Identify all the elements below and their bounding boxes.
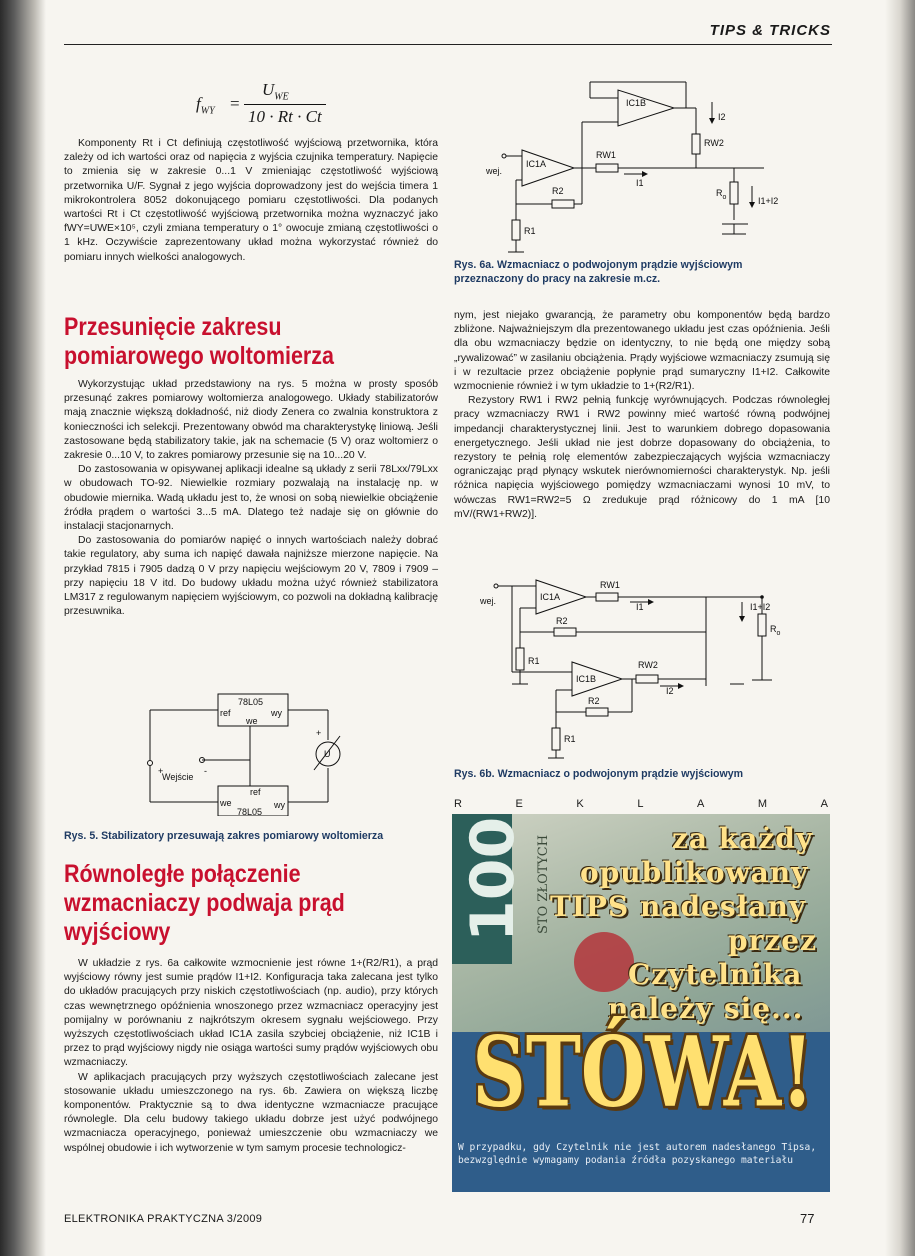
intro-paragraph [64, 137, 438, 265]
section-header: TIPS & TRICKS [709, 22, 831, 39]
formula-num-sub: WE [274, 91, 289, 103]
column2-paragraph: Rezystory RW1 i RW2 pełnią funkcję wyrównujących. Podczas równoległej pracy wzmacniaczy RW1 i RW2 powinny mieć wartość równą podwójnej impedancji charakterystycznej linii. Jest to warunkiem dobrego dopasowania energetycznego. Jeśli układ nie jest dobrze dopasowany do obciążenia, to rezystory te pełnią rolę elementów zabezpieczających wyjścia wzmacniaczy ograniczając prąd płynący wskutek nierównomierności charakterystyk. Np. jeśli różnica napięcia wyjściowego pomiędzy wzmacniaczami wynosi 10 mV, to wówczas RW1=RW2=5 Ω zredukuje prąd różnicowy do 1 mA [10 mV/(RW1+RW2)]. [454, 395, 830, 520]
fig6b-i2: I2 [666, 686, 674, 696]
formula-lhs: $f_{WY}$ [196, 94, 215, 117]
section2-paragraph: W aplikacjach pracujących przy wyższych częstotliwościach zalecane jest stosowanie układu umieszczonego na rys. 6b. Zawiera on większą liczbę komponentów. Praktycznie są to dwa identyczne wzmacniacze pracujące równolegle. Dla celu budowy takiego układu dobrze jest użyć podwójnego wzmacniacza operacyjnego, ponieważ umieszczenie obu wzmacniaczy we wspólnej obudowie i ich wytworzenie w tym samym procesie technologicz- [64, 1071, 438, 1154]
figure6a-caption-line1: Rys. 6a. Wzmacniacz o podwojonym prądzie wyjściowym [454, 259, 743, 271]
ad-label-letter: A [697, 798, 705, 810]
fig6a-rw1: RW1 [596, 150, 616, 160]
column2-paragraph: nym, jest niejako gwarancją, że parametry obu komponentów będą bardzo zbliżone. Najważniejszym dla prezentowanego układu jest czas opóźnienia. Jeśli dla obu wzmacniaczy będzie on identyczny, to nie będą one między sobą „rywalizować” w zasilaniu obciążenia. Prądy wyjściowe wzmacniaczy zsumują się i w rezultacie przez obciążenie popłynie prąd sumaryczny I1+I2. Całkowite wzmocnienie również i w tym układzie to 1+(R2/R1). [454, 310, 830, 393]
fig6b-r1-bottom: R1 [564, 734, 576, 744]
ad-line6: należy się... [608, 992, 804, 1025]
figure6a-caption [454, 258, 834, 286]
page-edge-shadow [885, 0, 915, 1256]
ad-label-letter: E [515, 798, 523, 810]
figure5-schematic [140, 688, 350, 816]
fig5-meter-label: U [324, 749, 331, 759]
section1-title-line1: Przesunięcie zakresu [64, 313, 282, 341]
advertisement [452, 814, 830, 1192]
fig6b-r2-top: R2 [556, 616, 568, 626]
ad-line2: opublikowany [580, 856, 809, 889]
figure6a-caption-line2: przeznaczony do pracy na zakresie m.cz. [454, 273, 661, 285]
ad-label-letter: R [454, 798, 462, 810]
fig6b-ic1b: IC1B [576, 674, 597, 684]
fig6a-ic1b: IC1B [626, 98, 647, 108]
fig6a-ic1a: IC1A [526, 159, 547, 169]
fig5-top-we: we [246, 716, 258, 726]
fig5-top-wy: wy [271, 708, 282, 718]
fig6a-i1: I1 [636, 178, 644, 188]
section2-title-line1: Równoległe połączenie [64, 860, 301, 888]
fig5-bottom-chip: 78L05 [237, 807, 263, 816]
figure6b-caption: Rys. 6b. Wzmacniacz o podwojonym prądzie wyjściowym [454, 768, 744, 780]
ad-line5: Czytelnika [628, 958, 803, 991]
header-rule [64, 44, 832, 45]
section1-paragraph: Do zastosowania w opisywanej aplikacji idealne są układy z serii 78Lxx/79Lxx w obudowach TO-92. Niewielkie rozmiary pozwalają na instalację np. w obudowie miernika. Wadą układu jest to, że wnosi on sobą niewielkie obciążenie źródła prądem o wartości 3...5 mA. Dlatego też nadaje się on głównie do instalacji stacjonarnych. [64, 464, 438, 533]
ad-note: W przypadku, gdy Czytelnik nie jest autorem nadesłanego Tipsa, bezwzględnie wymagamy podania źródła pozyskanego materiału [458, 1142, 817, 1166]
section2-paragraph: W układzie z rys. 6a całkowite wzmocnienie jest równe 1+(R2/R1), a prąd wyjściowy równy jest sumie prądów I1+I2. Konfiguracja taka zalecana jest tylko do układów pracujących przy niskich częstotliwościach (np. audio), przy których czas wewnętrznego opóźnienia wnoszonego przez wzmacniacz operacyjny jest pomijalny w porównaniu z najkrótszym okresem sygnału wejściowego. Przy wyższych częstotliwościach układ IC1A zasila szybciej obciążenie, niż IC1B i przez to prąd wyjściowy nigdy nie osiąga wartości sumy prądów wyjściowych obu wzmacniaczy. [64, 958, 438, 1069]
formula-denominator: 10 · Rt · Ct [248, 107, 322, 126]
ad-label-letter: A [820, 798, 828, 810]
fig5-top-ref: ref [220, 708, 231, 718]
fig6b-isum: I1+I2 [750, 602, 771, 612]
formula-lhs-sub: WY [200, 105, 215, 117]
fig6b-r1-top: R1 [528, 656, 540, 666]
section2-title [64, 860, 345, 947]
fig6b-ro-main: R [770, 624, 777, 634]
page-number: 77 [800, 1211, 815, 1226]
fig6b-rw2: RW2 [638, 660, 658, 670]
fig6a-isum: I1+I2 [758, 196, 779, 206]
formula-numerator: $U_{WE}$ [262, 80, 289, 103]
column2-body [454, 309, 830, 522]
fig6a-ro [716, 188, 727, 201]
formula-fraction-bar [244, 104, 326, 105]
banknote-emblem [574, 932, 634, 992]
fig5-input-label: Wejście [162, 772, 194, 782]
fig6b-ro-sub: o [776, 630, 781, 637]
fig6a-r1: R1 [524, 226, 536, 236]
page-spine-shadow [0, 0, 46, 1256]
fig6a-ro-main: R [716, 188, 723, 198]
figure6b-schematic [476, 576, 796, 760]
fig6a-wej: wej. [486, 166, 503, 176]
ad-line4: przez [728, 924, 817, 957]
section1-paragraph: Wykorzystując układ przedstawiony na rys. 5 można w prosty sposób przesunąć zakres pomiarowy woltomierza analogowego. Układy stabilizatorów mają znacznie większą dokładność, niż diody Zenera co zwalnia konstruktora z konieczności ich selekcji. Prezentowany obwód ma charakterystykę liniową. Jeśli zastosowane będą stabilizatory takie, jak na schemacie (5 V) oraz woltomierz o zakresie 0...10 V, to zakres pomiarowy przesunie się na 10...20 V. [64, 379, 438, 462]
ad-label-letter: K [576, 798, 584, 810]
fig6b-rw1: RW1 [600, 580, 620, 590]
footer-magazine: ELEKTRONIKA PRAKTYCZNA 3/2009 [64, 1213, 263, 1225]
fig6a-r2: R2 [552, 186, 564, 196]
section1-title [64, 313, 334, 371]
figure5-caption: Rys. 5. Stabilizatory przesuwają zakres pomiarowy woltomierza [64, 830, 384, 842]
fig5-meter-plus: + [316, 728, 322, 738]
ad-line1: za każdy [672, 822, 814, 855]
fig5-bottom-we: we [220, 798, 232, 808]
formula-equals: = [230, 94, 240, 113]
fig6b-wej: wej. [480, 596, 497, 606]
section1-title-line2: pomiarowego woltomierza [64, 342, 334, 370]
fig6b-r2-bottom: R2 [588, 696, 600, 706]
fig6a-i2: I2 [718, 112, 726, 122]
banknote-text: STO ZŁOTYCH [536, 834, 551, 934]
fig6a-ro-sub: o [722, 194, 727, 201]
banknote-value: 100 [458, 816, 528, 942]
formula [196, 80, 326, 132]
section1-paragraph: Do zastosowania do pomiarów napięć o innych wartościach należy dobrać takie regulatory, aby suma ich napięć dawała najniższe mierzone napięcie. Na przykład 7815 i 7905 dadzą 0 V przy napięciu wejściowym 20 V, 7809 i 7909 – przy napięciu 18 V itd. Do budowy układu można użyć również stabilizatora LM317 z regulowanym napięciem wyjściowym, co pozwoli na dokładną kalibrację przesuwnika. [64, 535, 438, 618]
fig5-input-minus: - [204, 766, 207, 776]
fig6a-rw2: RW2 [704, 138, 724, 148]
fig6b-ro [770, 624, 781, 637]
ad-label-letter: M [757, 798, 768, 810]
ad-label-letter: L [637, 798, 644, 810]
figure6a-schematic [486, 74, 786, 258]
intro-text: Komponenty Rt i Ct definiują częstotliwość wyjściową przetwornika, która zależy od ich wartości oraz od napięcia z wyjścia czujnika temperatury. Napięcie to zmienia się w zakresie 0...1 V zmieniając częstotliwość wyjściową przetwornika U/F. Sygnał z jego wyjścia doprowadzony jest do wejścia timera 1 mikrokontrolera 8052 dokonującego pomiaru częstotliwości. Dla podanych wartości Rt i Ct częstotliwość wyjściową przetwornika można wyznaczyć jako fWY=UWE×10⁵, czyli zmiana temperatury o 1° owocuje zmianą częstotliwości o 1 kHz. Oczywiście zaprezentowany układ można wykorzystać również do pomiaru innych wielkości analogowych. [64, 138, 438, 263]
fig5-top-chip: 78L05 [238, 697, 264, 707]
fig5-bottom-wy: wy [274, 800, 285, 810]
fig6b-ic1a: IC1A [540, 592, 561, 602]
section1-body [64, 378, 438, 619]
section2-title-line2: wzmacniaczy podwaja prąd [64, 889, 345, 917]
ad-line3: TIPS nadesłany [550, 890, 807, 923]
ad-headline: STÓWA! [472, 1017, 814, 1129]
ad-label [454, 798, 828, 810]
fig5-bottom-ref: ref [250, 787, 261, 797]
section2-title-line3: wyjściowy [64, 918, 171, 946]
section2-body [64, 957, 438, 1156]
fig6b-i1: I1 [636, 602, 644, 612]
fig5-input-plus: + [158, 766, 164, 776]
